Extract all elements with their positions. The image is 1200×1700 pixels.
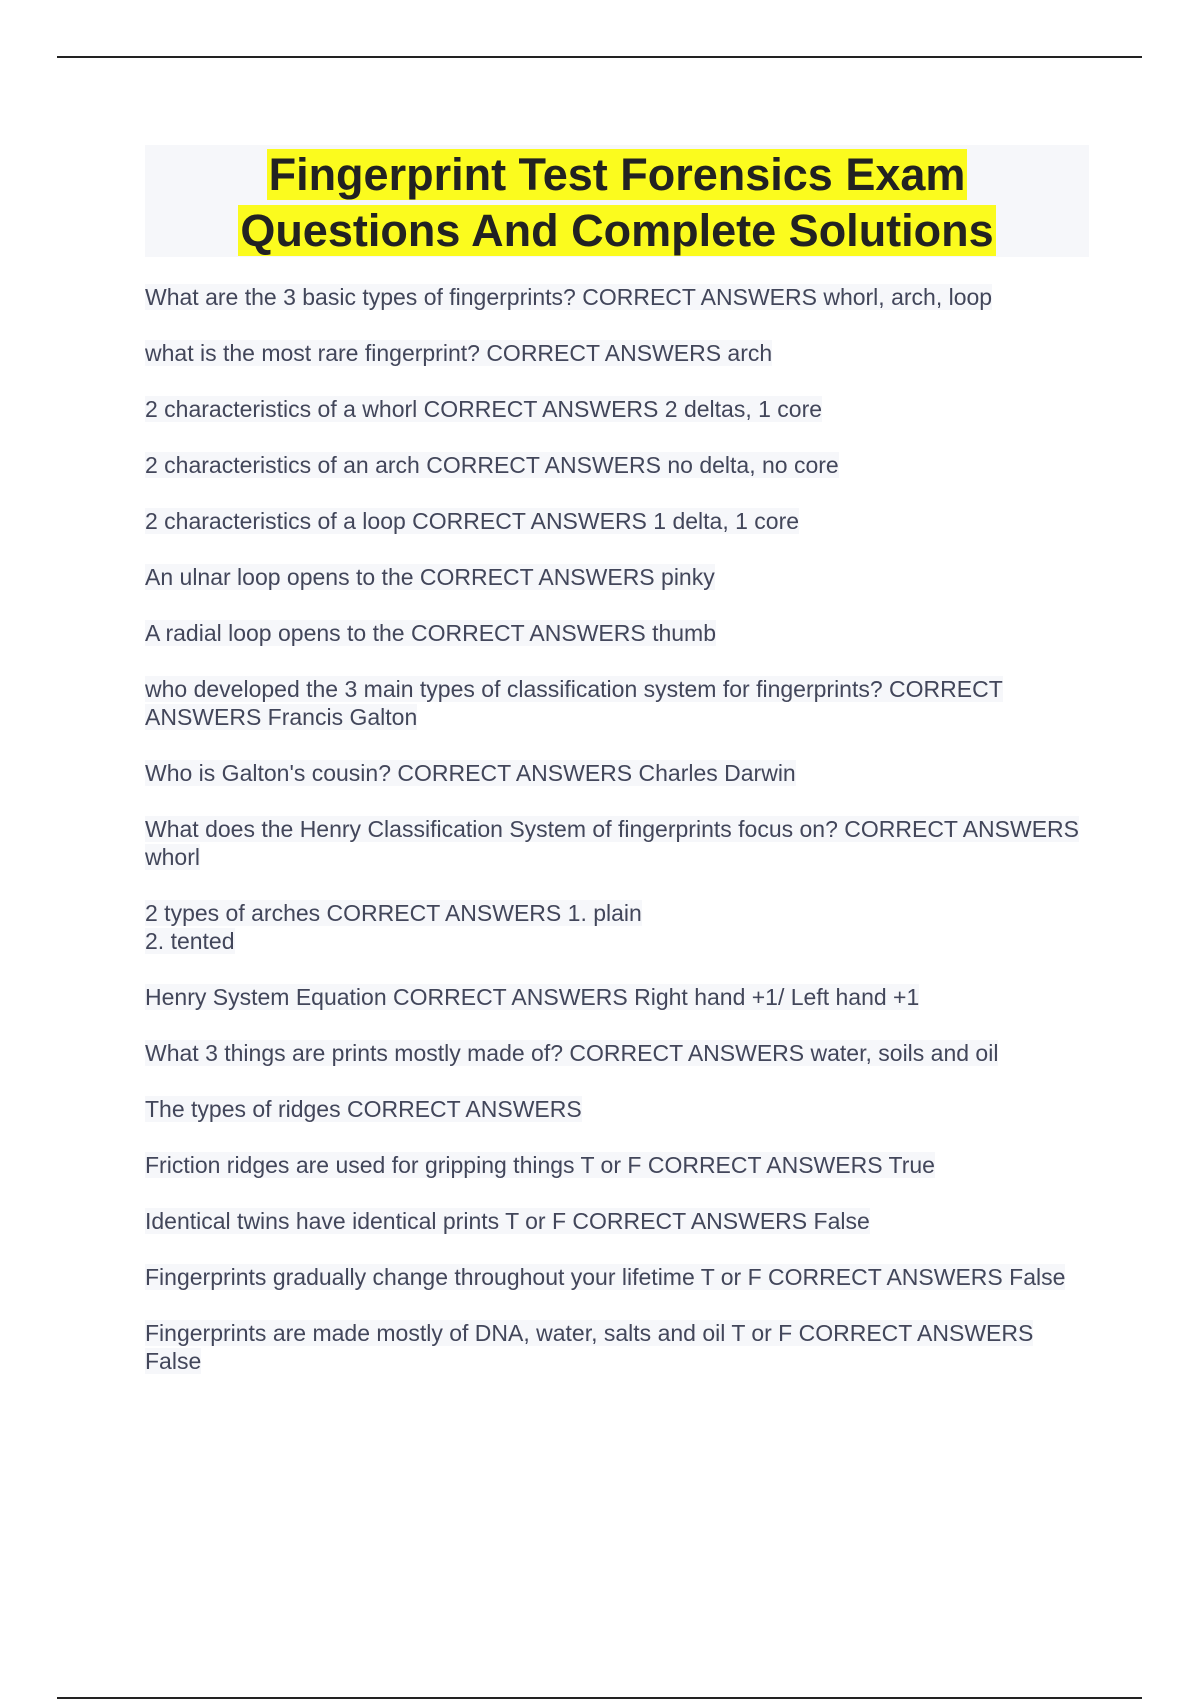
qa-item [145, 1263, 1089, 1291]
qa-text: 2 types of arches CORRECT ANSWERS 1. plain 2. tented [145, 900, 642, 954]
qa-text: Henry System Equation CORRECT ANSWERS Right hand +1/ Left hand +1 [145, 984, 920, 1010]
qa-text: 2 characteristics of a loop CORRECT ANSWERS 1 delta, 1 core [145, 508, 800, 534]
qa-item [145, 1095, 1089, 1123]
qa-text: A radial loop opens to the CORRECT ANSWERS thumb [145, 620, 717, 646]
qa-list [145, 283, 1089, 1375]
title-highlight-2: Questions And Complete Solutions [240, 205, 994, 256]
qa-text: An ulnar loop opens to the CORRECT ANSWERS pinky [145, 564, 715, 590]
qa-text: Identical twins have identical prints T or F CORRECT ANSWERS False [145, 1208, 870, 1234]
document-title [145, 145, 1089, 257]
qa-text: What are the 3 basic types of fingerprints? CORRECT ANSWERS whorl, arch, loop [145, 284, 993, 310]
top-rule [57, 56, 1142, 58]
qa-text: 2 characteristics of an arch CORRECT ANSWERS no delta, no core [145, 452, 839, 478]
qa-item [145, 675, 1089, 731]
title-line-1 [145, 147, 1089, 203]
qa-item [145, 815, 1089, 871]
qa-item [145, 899, 1089, 955]
qa-item [145, 1207, 1089, 1235]
qa-item [145, 619, 1089, 647]
qa-text: Who is Galton's cousin? CORRECT ANSWERS Charles Darwin [145, 760, 796, 786]
qa-item [145, 507, 1089, 535]
qa-item [145, 395, 1089, 423]
document-body [145, 145, 1089, 1403]
qa-item [145, 339, 1089, 367]
qa-text: The types of ridges CORRECT ANSWERS [145, 1096, 582, 1122]
qa-text: who developed the 3 main types of classification system for fingerprints? CORRECT ANSWERS Francis Galton [145, 676, 1003, 730]
qa-item [145, 451, 1089, 479]
qa-text: What 3 things are prints mostly made of? CORRECT ANSWERS water, soils and oil [145, 1040, 999, 1066]
qa-item [145, 1319, 1089, 1375]
qa-text: What does the Henry Classification System of fingerprints focus on? CORRECT ANSWERS whorl [145, 816, 1079, 870]
qa-item [145, 563, 1089, 591]
qa-text: 2 characteristics of a whorl CORRECT ANSWERS 2 deltas, 1 core [145, 396, 823, 422]
qa-text: Fingerprints are made mostly of DNA, water, salts and oil T or F CORRECT ANSWERS False [145, 1320, 1034, 1374]
qa-text: Friction ridges are used for gripping things T or F CORRECT ANSWERS True [145, 1152, 935, 1178]
qa-text: Fingerprints gradually change throughout your lifetime T or F CORRECT ANSWERS False [145, 1264, 1066, 1290]
qa-item [145, 1151, 1089, 1179]
qa-item [145, 283, 1089, 311]
title-highlight-1: Fingerprint Test Forensics Exam [268, 149, 966, 200]
bottom-rule [57, 1697, 1142, 1699]
qa-item [145, 1039, 1089, 1067]
qa-item [145, 759, 1089, 787]
qa-item [145, 983, 1089, 1011]
qa-text: what is the most rare fingerprint? CORRECT ANSWERS arch [145, 340, 773, 366]
title-line-2 [145, 203, 1089, 259]
